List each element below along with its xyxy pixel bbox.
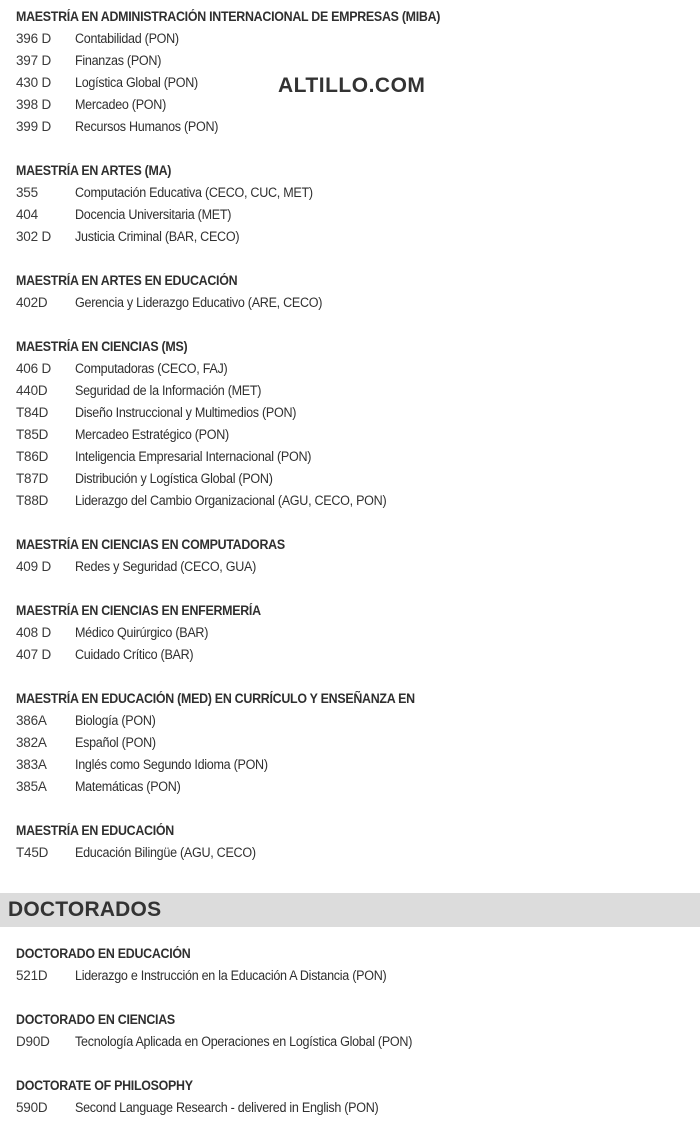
- course-code: T45D: [16, 845, 49, 860]
- course-row: [16, 490, 700, 512]
- course-code: 382A: [16, 735, 47, 750]
- program-section: [0, 600, 700, 688]
- course-name: Distribución y Logística Global (PON): [75, 471, 273, 486]
- program-section: [0, 1075, 700, 1119]
- doctorados-band: [0, 893, 700, 927]
- course-row: [16, 754, 700, 776]
- course-code: 440D: [16, 383, 48, 398]
- course-name: Mercadeo (PON): [75, 97, 166, 112]
- course-row: [16, 732, 700, 754]
- program-title: MAESTRÍA EN ARTES (MA): [16, 163, 172, 178]
- course-row: [16, 182, 700, 204]
- course-row: [16, 358, 700, 380]
- course-code: 398 D: [16, 97, 52, 112]
- course-row: [16, 28, 700, 50]
- course-name: Médico Quirúrgico (BAR): [75, 625, 209, 640]
- course-row: [16, 776, 700, 798]
- section-spacer: [16, 248, 700, 270]
- course-name: Biología (PON): [75, 713, 156, 728]
- program-section: [0, 688, 700, 820]
- section-spacer: [16, 138, 700, 160]
- course-name: Educación Bilingüe (AGU, CECO): [75, 845, 256, 860]
- course-name: Español (PON): [75, 735, 156, 750]
- course-name: Justicia Criminal (BAR, CECO): [75, 229, 240, 244]
- program-section: [0, 160, 700, 270]
- course-code: D90D: [16, 1034, 50, 1049]
- course-name: Contabilidad (PON): [75, 31, 179, 46]
- course-row: [16, 710, 700, 732]
- course-name: Computación Educativa (CECO, CUC, MET): [75, 185, 313, 200]
- masters-list: [0, 6, 700, 864]
- course-name: Seguridad de la Información (MET): [75, 383, 262, 398]
- course-code: 383A: [16, 757, 47, 772]
- course-code: 407 D: [16, 647, 52, 662]
- course-row: [16, 446, 700, 468]
- course-row: [16, 204, 700, 226]
- course-code: 302 D: [16, 229, 52, 244]
- course-name: Matemáticas (PON): [75, 779, 181, 794]
- course-name: Gerencia y Liderazgo Educativo (ARE, CECO): [75, 295, 323, 310]
- program-section: [0, 534, 700, 600]
- program-title: DOCTORATE OF PHILOSOPHY: [16, 1078, 193, 1093]
- program-title: MAESTRÍA EN ADMINISTRACIÓN INTERNACIONAL DE EMPRESAS (MIBA): [16, 9, 441, 24]
- course-code: T86D: [16, 449, 49, 464]
- course-name: Computadoras (CECO, FAJ): [75, 361, 228, 376]
- course-name: Diseño Instruccional y Multimedios (PON): [75, 405, 297, 420]
- course-row: [16, 292, 700, 314]
- program-title: MAESTRÍA EN CIENCIAS EN COMPUTADORAS: [16, 537, 285, 552]
- course-name: Inglés como Segundo Idioma (PON): [75, 757, 268, 772]
- course-code: 386A: [16, 713, 47, 728]
- course-row: [16, 226, 700, 248]
- course-row: [16, 622, 700, 644]
- section-title-doctorados: DOCTORADOS: [8, 898, 162, 921]
- course-name: Docencia Universitaria (MET): [75, 207, 232, 222]
- course-code: T84D: [16, 405, 49, 420]
- course-name: Liderazgo e Instrucción en la Educación A Distancia (PON): [75, 968, 387, 983]
- course-code: 590D: [16, 1100, 48, 1115]
- program-section: [0, 270, 700, 336]
- course-code: 402D: [16, 295, 48, 310]
- course-code: T88D: [16, 493, 49, 508]
- course-code: 399 D: [16, 119, 52, 134]
- program-title: MAESTRÍA EN EDUCACIÓN (MED) EN CURRÍCULO Y ENSEÑANZA EN: [16, 691, 415, 706]
- course-row: [16, 1097, 700, 1119]
- course-code: 385A: [16, 779, 47, 794]
- section-spacer: [16, 1053, 700, 1075]
- course-row: [16, 116, 700, 138]
- course-name: Mercadeo Estratégico (PON): [75, 427, 229, 442]
- course-code: 521D: [16, 968, 48, 983]
- section-spacer: [16, 798, 700, 820]
- course-code: 408 D: [16, 625, 52, 640]
- course-code: 430 D: [16, 75, 52, 90]
- course-name: Cuidado Crítico (BAR): [75, 647, 194, 662]
- course-row: [16, 965, 700, 987]
- program-title: MAESTRÍA EN EDUCACIÓN: [16, 823, 174, 838]
- course-row: [16, 424, 700, 446]
- program-section: [0, 943, 700, 1009]
- program-title: MAESTRÍA EN CIENCIAS (MS): [16, 339, 188, 354]
- section-spacer: [16, 666, 700, 688]
- program-section: [0, 336, 700, 534]
- course-name: Recursos Humanos (PON): [75, 119, 219, 134]
- section-spacer: [16, 314, 700, 336]
- course-code: 406 D: [16, 361, 52, 376]
- course-code: 409 D: [16, 559, 52, 574]
- course-code: T85D: [16, 427, 49, 442]
- course-name: Tecnología Aplicada en Operaciones en Logística Global (PON): [75, 1034, 413, 1049]
- course-row: [16, 402, 700, 424]
- course-row: [16, 50, 700, 72]
- program-section: [0, 1009, 700, 1075]
- course-row: [16, 468, 700, 490]
- section-spacer: [16, 578, 700, 600]
- section-spacer: [16, 512, 700, 534]
- course-name: Finanzas (PON): [75, 53, 162, 68]
- course-name: Second Language Research - delivered in English (PON): [75, 1100, 379, 1115]
- course-row: [16, 644, 700, 666]
- program-title: MAESTRÍA EN ARTES EN EDUCACIÓN: [16, 273, 238, 288]
- section-spacer: [16, 987, 700, 1009]
- course-row: [16, 556, 700, 578]
- course-code: T87D: [16, 471, 49, 486]
- course-code: 404: [16, 207, 38, 222]
- course-code: 397 D: [16, 53, 52, 68]
- course-name: Inteligencia Empresarial Internacional (PON): [75, 449, 312, 464]
- program-section: [0, 820, 700, 864]
- program-title: MAESTRÍA EN CIENCIAS EN ENFERMERÍA: [16, 603, 261, 618]
- course-name: Redes y Seguridad (CECO, GUA): [75, 559, 257, 574]
- course-code: 355: [16, 185, 38, 200]
- watermark: ALTILLO.COM: [278, 74, 426, 97]
- course-name: Logística Global (PON): [75, 75, 198, 90]
- course-row: [16, 1031, 700, 1053]
- course-row: [16, 842, 700, 864]
- program-title: DOCTORADO EN CIENCIAS: [16, 1012, 175, 1027]
- course-code: 396 D: [16, 31, 52, 46]
- course-row: [16, 380, 700, 402]
- course-name: Liderazgo del Cambio Organizacional (AGU, CECO, PON): [75, 493, 387, 508]
- doctorates-list: [0, 943, 700, 1119]
- program-title: DOCTORADO EN EDUCACIÓN: [16, 946, 191, 961]
